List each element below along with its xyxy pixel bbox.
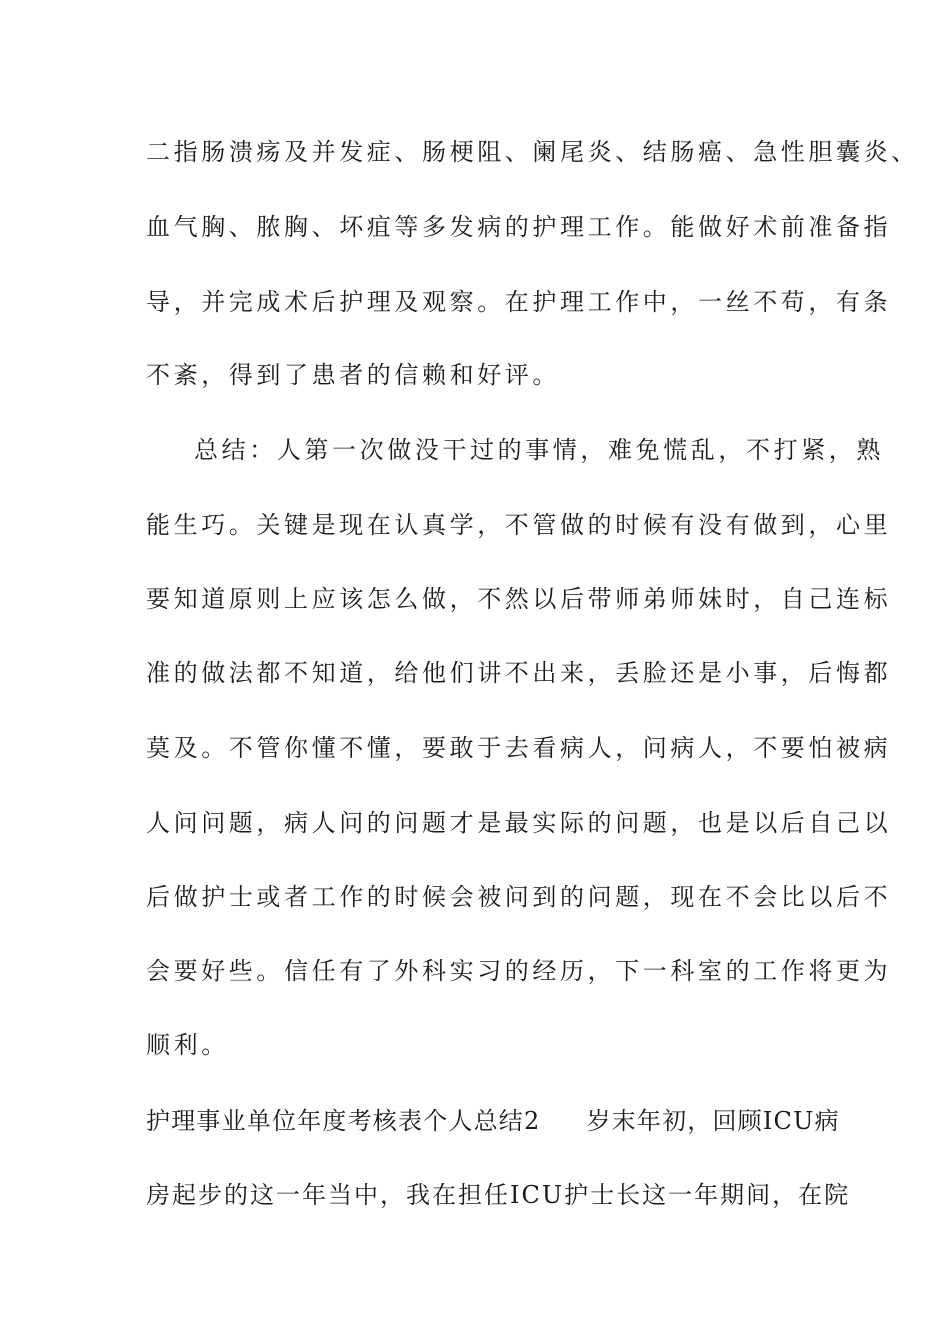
text-line: 导，并完成术后护理及观察。在护理工作中，一丝不苟，有条 [146,288,892,316]
text-line: 会要好些。信任有了外科实习的经历，下一科室的工作将更为 [146,957,892,985]
section-heading-line [146,1106,840,1136]
text-line: 二指肠溃疡及并发症、肠梗阻、阑尾炎、结肠癌、急性胆囊炎、 [146,138,919,166]
paragraph-start: 岁末年初，回顾ICU病 [586,1107,840,1135]
text-line: 顺利。 [146,1031,229,1059]
text-line: 总结：人第一次做没干过的事情，难免慌乱，不打紧，熟 [194,436,884,464]
text-line: 房起步的这一年当中，我在担任ICU护士长这一年期间，在院 [146,1181,851,1209]
text-line: 莫及。不管你懂不懂，要敢于去看病人，问病人，不要怕被病 [146,734,892,762]
text-line: 能生巧。关键是现在认真学，不管做的时候有没有做到，心里 [146,511,892,539]
text-line: 后做护士或者工作的时候会被问到的问题，现在不会比以后不 [146,883,892,911]
text-line: 人问问题，病人问的问题才是最实际的问题，也是以后自己以 [146,809,892,837]
text-line: 要知道原则上应该怎么做，不然以后带师弟师妹时，自己连标 [146,585,892,613]
text-line: 不紊，得到了患者的信赖和好评。 [146,361,560,389]
text-line: 准的做法都不知道，给他们讲不出来，丢脸还是小事，后悔都 [146,659,892,687]
text-line: 血气胸、脓胸、坏疽等多发病的护理工作。能做好术前准备指 [146,213,892,241]
section-heading: 护理事业单位年度考核表个人总结2 [146,1107,541,1135]
